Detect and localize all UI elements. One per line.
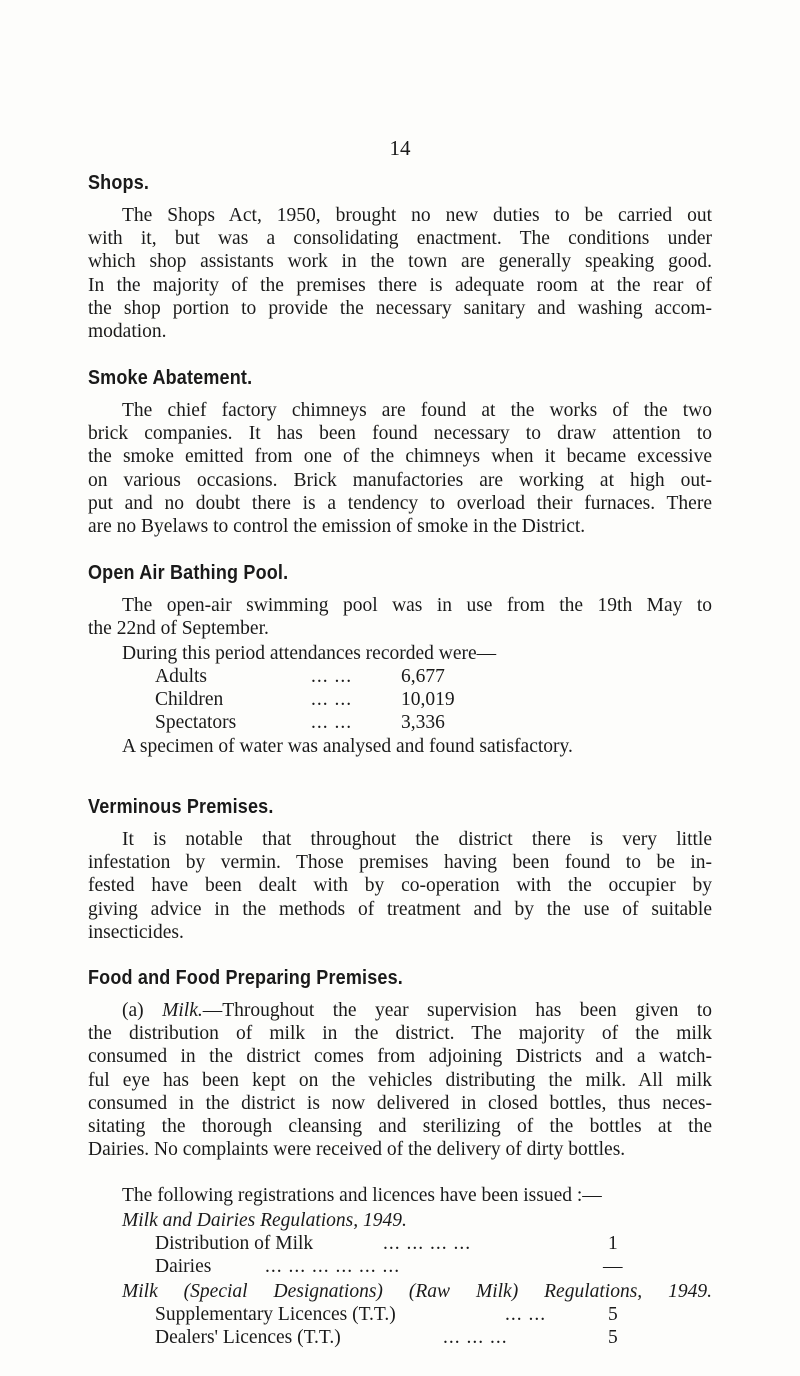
regulation-title-text: Milk (Special Designations) (Raw Milk) Regulations, 1949. [122,1281,712,1302]
text-line: fested have been dealt with by co-operation with the occupier by [88,875,712,897]
text-line: It is notable that throughout the district there is very little [122,829,712,850]
row-value: 5 [608,1327,618,1348]
row-value: 10,019 [401,689,455,710]
registrations-intro: The following registrations and licences have been issued :— [122,1185,602,1206]
row-leader: ... ... [311,689,353,710]
paragraph-pool [88,594,712,640]
row-value: 1 [608,1233,618,1254]
heading-bathing-pool: Open Air Bathing Pool. [88,562,289,584]
row-label: Dairies [155,1256,212,1277]
text-line: are no Byelaws to control the emission of smoke in the District. [88,516,586,538]
page-number: 14 [389,136,411,160]
row-label: Distribution of Milk [155,1233,314,1254]
text-line: Dairies. No complaints were received of the delivery of dirty bottles. [88,1139,626,1161]
row-leader: ... ... [311,666,353,687]
row-label: Children [155,689,224,710]
text-line: sitating the thorough cleansing and sterilizing of the bottles at the [88,1116,712,1138]
text-line: the distribution of milk in the district. The majority of the milk [88,1023,712,1045]
text-line: consumed in the district is now delivered in closed bottles, thus neces- [88,1092,712,1114]
text-line: The open-air swimming pool was in use from the 19th May to [122,595,712,616]
text-line: the smoke emitted from one of the chimneys when it became excessive [88,446,712,468]
text-line: infestation by vermin. Those premises having been found to be in- [88,852,712,874]
text-line: The Shops Act, 1950, brought no new duties to be carried out [122,205,712,226]
text-line: which shop assistants work in the town are generally speaking good. [88,251,712,273]
text-line: The chief factory chimneys are found at the works of the two [122,400,712,421]
text-line: the 22nd of September. [88,618,269,640]
row-label: Spectators [155,712,237,733]
row-label: Dealers' Licences (T.T.) [155,1327,341,1348]
paragraph-milk [88,999,712,1161]
text-line: modation. [88,321,167,343]
row-leader: ... ... [505,1304,547,1325]
heading-food-premises: Food and Food Preparing Premises. [88,967,403,989]
attendance-intro: During this period attendances recorded were— [122,643,497,664]
text-line: In the majority of the premises there is adequate room at the rear of [88,274,712,296]
text-fragment: —Throughout the year supervision has been given to [202,1000,713,1021]
row-value: 3,336 [401,712,445,733]
text-line: put and no doubt there is a tendency to overload their furnaces. There [88,492,712,514]
heading-smoke-abatement: Smoke Abatement. [88,367,253,389]
regulation-title [122,1281,712,1303]
regulation-title-text: Milk and Dairies Regulations, 1949. [122,1210,407,1231]
milk-marker: (a) [122,1000,144,1021]
text-line: insecticides. [88,921,184,943]
text-line: brick companies. It has been found necessary to draw attention to [88,423,712,445]
heading-shops: Shops. [88,172,150,194]
heading-verminous-premises: Verminous Premises. [88,796,274,818]
row-leader: ... ... ... ... [383,1233,472,1254]
row-label: Supplementary Licences (T.T.) [155,1304,396,1325]
row-leader: ... ... ... ... ... ... [265,1256,401,1277]
water-note: A specimen of water was analysed and found satisfactory. [122,736,573,757]
row-leader: ... ... [311,712,353,733]
paragraph-vermin [88,828,712,944]
text-line: giving advice in the methods of treatment and by the use of suitable [88,898,712,920]
paragraph-shops [88,204,712,343]
row-label: Adults [155,666,208,687]
text-line: consumed in the district comes from adjoining Districts and a watch- [88,1046,712,1068]
row-value: 6,677 [401,666,445,687]
row-leader: ... ... ... [443,1327,508,1348]
paragraph-smoke [88,399,712,538]
text-line: ful eye has been kept on the vehicles distributing the milk. All milk [88,1069,712,1091]
text-line: on various occasions. Brick manufactories are working at high out- [88,469,712,491]
text-line [88,999,712,1022]
milk-title: Milk. [162,1000,203,1021]
row-value: — [603,1256,623,1277]
text-line: the shop portion to provide the necessary sanitary and washing accom- [88,297,712,319]
regulation-title [122,1210,407,1232]
row-value: 5 [608,1304,618,1325]
text-line: with it, but was a consolidating enactment. The conditions under [88,228,712,250]
